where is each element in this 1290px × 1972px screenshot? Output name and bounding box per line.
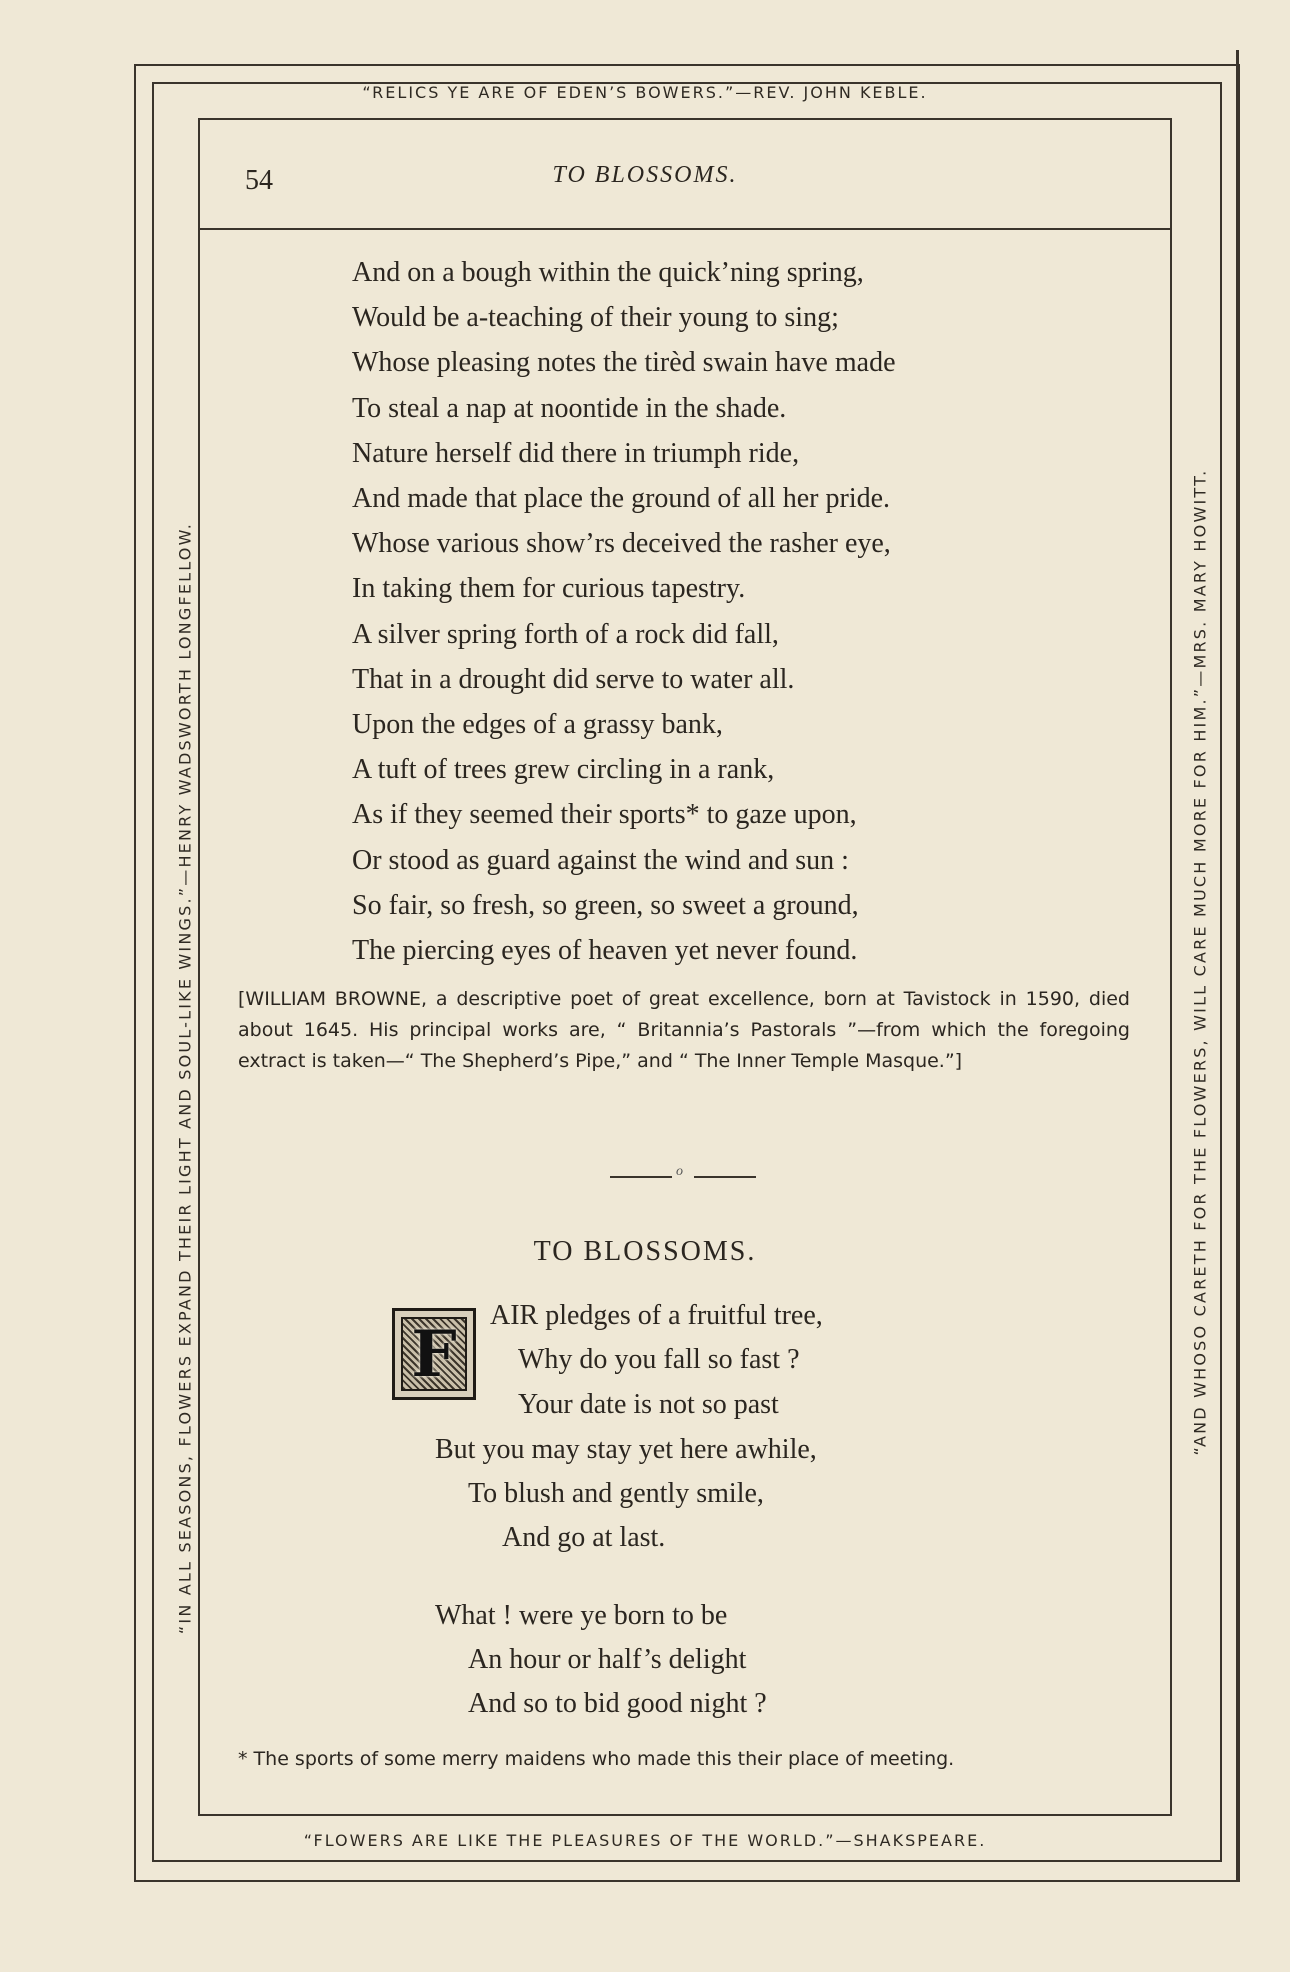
poem-line: And so to bid good night ?: [468, 1688, 767, 1719]
ornamental-drop-cap: [392, 1308, 476, 1400]
divider-ornament: o: [676, 1164, 683, 1179]
drop-cap-letter: F: [411, 1316, 457, 1392]
poem-line: What ! were ye born to be: [435, 1600, 728, 1631]
poem-excerpt: [352, 250, 896, 973]
bottom-border-quote: “FLOWERS ARE LIKE THE PLEASURES OF THE WORLD.”—SHAKSPEARE.: [303, 1831, 987, 1850]
divider-rule-left: [610, 1176, 672, 1178]
poem-line: Whose pleasing notes the tirèd swain have made: [352, 347, 896, 379]
poem-line: And made that place the ground of all her pride.: [352, 483, 891, 515]
header-rule: [198, 228, 1172, 230]
page-number: 54: [245, 165, 273, 196]
poem-line: Nature herself did there in triumph ride,: [352, 437, 800, 469]
poem-line: Your date is not so past: [518, 1389, 779, 1420]
footnote: * The sports of some merry maidens who made this their place of meeting.: [238, 1748, 955, 1770]
right-border-quote: “AND WHOSO CARETH FOR THE FLOWERS, WILL CARE MUCH MORE FOR HIM.”—MRS. MARY HOWITT.: [1190, 468, 1210, 1456]
poem-line: And on a bough within the quick’ning spring,: [352, 257, 864, 288]
poem-line: And go at last.: [502, 1522, 666, 1553]
poem-line: In taking them for curious tapestry.: [352, 573, 746, 605]
poem-line: Upon the edges of a grassy bank,: [352, 709, 723, 741]
poem-line: Would be a-teaching of their young to sing;: [352, 302, 839, 334]
poem-line: Or stood as guard against the wind and sun :: [352, 844, 849, 876]
poem-title: TO BLOSSOMS.: [533, 1236, 757, 1267]
outer-border-edge: [1236, 50, 1239, 1882]
poem-line: AIR pledges of a fruitful tree,: [490, 1300, 823, 1331]
poem-line: The piercing eyes of heaven yet never found.: [352, 935, 858, 967]
poem-line: But you may stay yet here awhile,: [435, 1434, 817, 1465]
author-note: [238, 984, 1130, 1077]
divider-rule-right: [694, 1176, 756, 1178]
poem-line: Whose various show’rs deceived the rasher eye,: [352, 528, 891, 560]
poem-line: That in a drought did serve to water all.: [352, 663, 795, 695]
author-note-text: [WILLIAM BROWNE, a descriptive poet of great excellence, born at Tavistock in 1590, died about 1645. His principal works are, “ Britannia’s Pastorals ”—from which the foregoing extract is taken—“ The Shepherd’s Pipe,” and “ The Inner Temple Masque.”]: [238, 988, 1130, 1072]
poem-line: To steal a nap at noontide in the shade.: [352, 392, 787, 424]
poem-line: A silver spring forth of a rock did fall,: [352, 618, 779, 650]
running-title: TO BLOSSOMS.: [552, 162, 738, 188]
top-border-quote: “RELICS YE ARE OF EDEN’S BOWERS.”—REV. JOHN KEBLE.: [362, 83, 928, 102]
poem-line: So fair, so fresh, so green, so sweet a ground,: [352, 889, 859, 921]
poem-line: To blush and gently smile,: [468, 1478, 764, 1509]
section-divider: [610, 1164, 756, 1179]
left-border-quote: “IN ALL SEASONS, FLOWERS EXPAND THEIR LIGHT AND SOUL-LIKE WINGS.”—HENRY WADSWORTH LONGFELLOW.: [175, 521, 195, 1635]
poem-line: A tuft of trees grew circling in a rank,: [352, 754, 775, 786]
poem-line: Why do you fall so fast ?: [518, 1344, 800, 1375]
poem-line: As if they seemed their sports* to gaze upon,: [352, 799, 857, 831]
poem-line: An hour or half’s delight: [468, 1644, 747, 1675]
